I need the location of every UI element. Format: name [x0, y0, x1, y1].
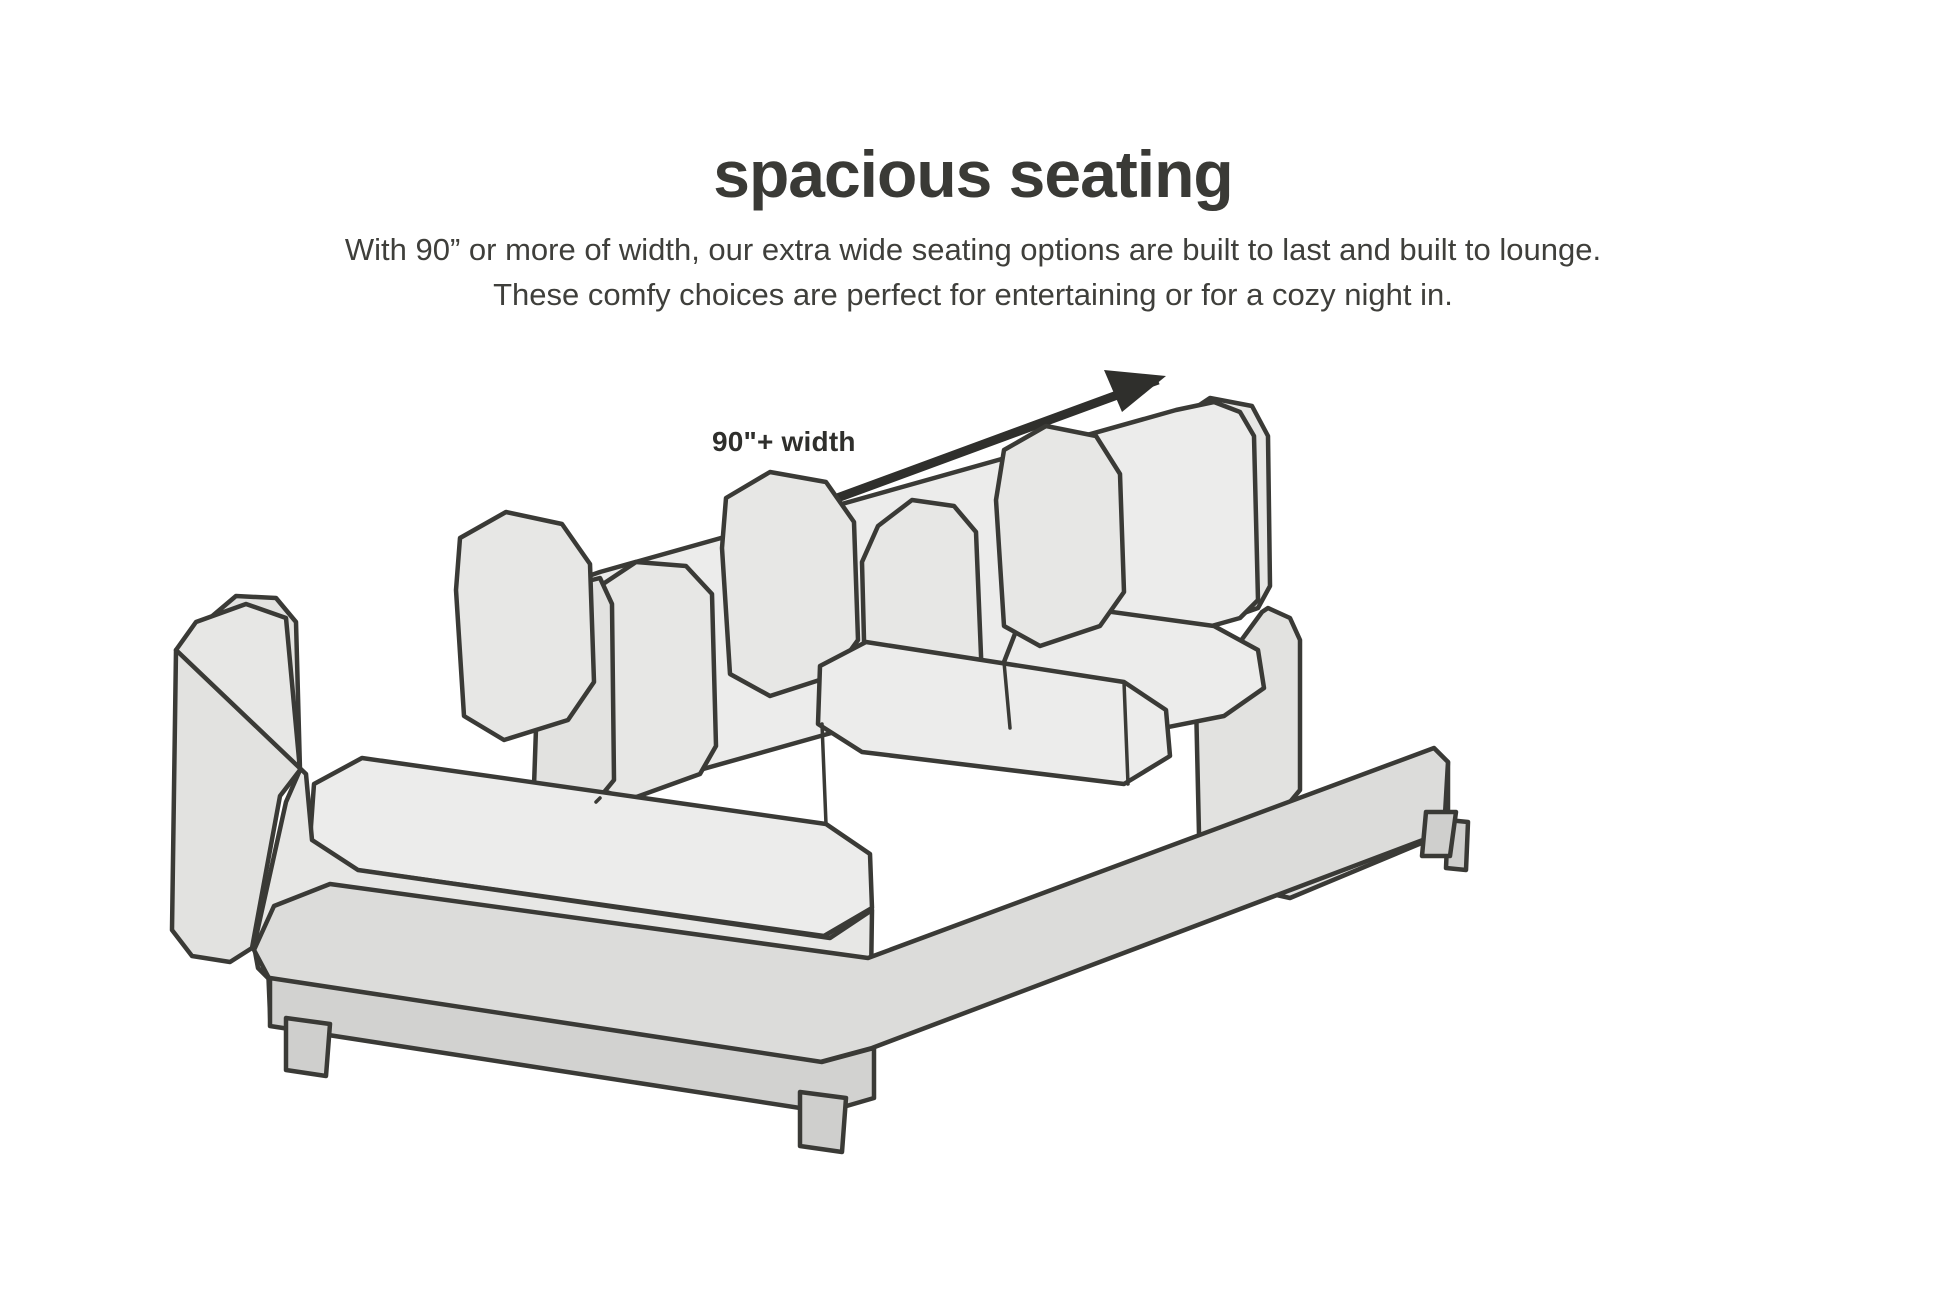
sofa-leg-back-right: [1422, 812, 1456, 856]
sofa-throw-pillow-right: [996, 426, 1124, 646]
page-title: spacious seating: [713, 137, 1233, 212]
sofa-leg-front-right: [800, 1092, 846, 1152]
sofa-diagram: [0, 350, 1946, 1280]
description-line-2: These comfy choices are perfect for entertaining or for a cozy night in.: [493, 276, 1453, 312]
description-line-1: With 90” or more of width, our extra wide seating options are built to last and built to lounge.: [344, 232, 1602, 267]
sofa-illustration: [172, 398, 1468, 1152]
page-description: [0, 228, 1946, 318]
dimension-label: 90"+ width: [712, 426, 856, 457]
sofa-leg-front-left: [286, 1018, 330, 1076]
sofa-throw-pillow-left: [456, 512, 594, 740]
